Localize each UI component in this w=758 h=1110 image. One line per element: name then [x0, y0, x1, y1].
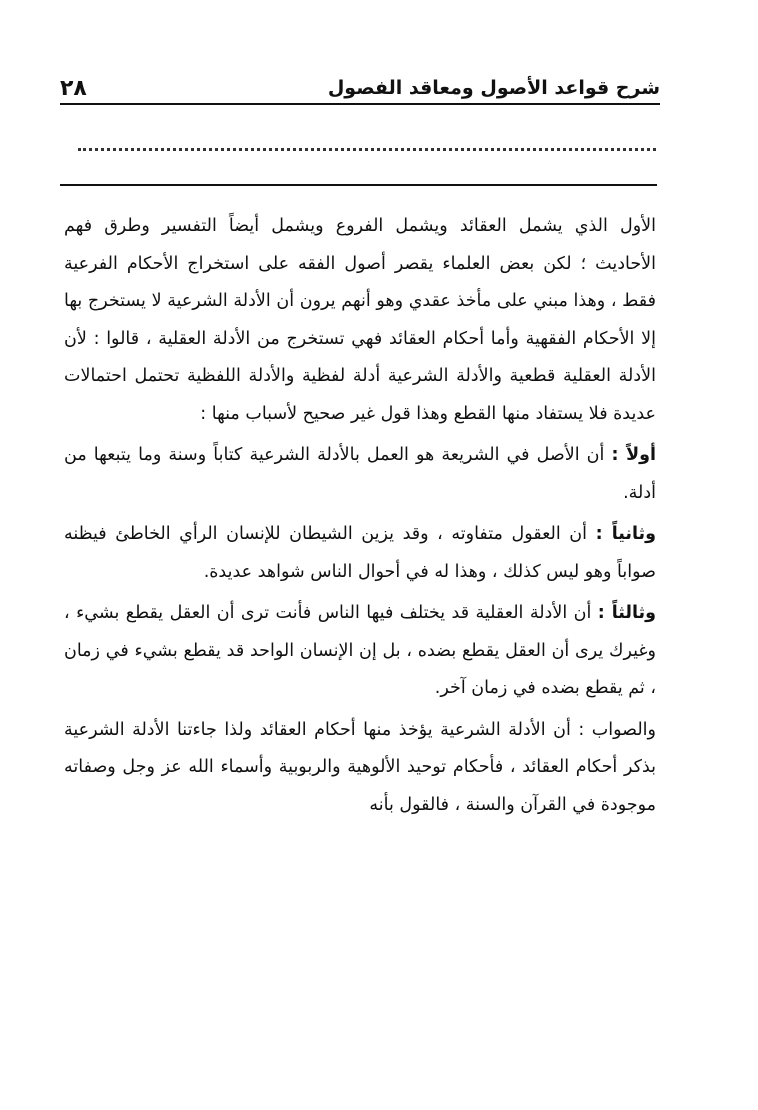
- body-text: [64, 208, 656, 828]
- page-number: ٢٨: [60, 75, 87, 101]
- header-rule: [60, 103, 660, 105]
- paragraph-lead: وثانياً :: [595, 524, 656, 544]
- dotted-separator: [78, 148, 656, 151]
- paragraph-text: أن العقول متفاوته ، وقد يزين الشيطان للإنسان الرأي الخاطئ فيظنه صواباً وهو ليس كذلك ، وهذا له في أحوال الناس شواهد عديدة.: [64, 524, 656, 582]
- paragraph-text: الأول الذي يشمل العقائد ويشمل الفروع ويشمل أيضاً التفسير وطرق فهم الأحاديث ؛ لكن بعض العلماء يقصر أصول الفقه على استخراج الأحكام الفرعية فقط ، وهذا مبني على مأخذ عقدي وهو أنهم يرون أن الأدلة الشرعية لا يستخرج بها إلا الأحكام الفقهية وأما أحكام العقائد فهي تستخرج من الأدلة العقلية ، قالوا : لأن الأدلة العقلية قطعية والأدلة الشرعية أدلة لفظية والأدلة اللفظية تحتمل احتمالات عديدة فلا يستفاد منها القطع وهذا قول غير صحيح لأسباب منها :: [64, 216, 656, 424]
- paragraph-5: [64, 712, 656, 825]
- paragraph-3: [64, 516, 656, 591]
- paragraph-lead: أولاً :: [611, 445, 656, 465]
- paragraph-1: [64, 208, 656, 433]
- section-divider: [60, 184, 657, 186]
- paragraph-text: أن الأصل في الشريعة هو العمل بالأدلة الشرعية كتاباً وسنة وما يتبعها من أدلة.: [64, 445, 656, 503]
- running-title: شرح قواعد الأصول ومعاقد الفصول: [327, 77, 660, 99]
- paragraph-lead: وثالثاً :: [597, 603, 657, 623]
- paragraph-4: [64, 595, 656, 708]
- page-header: [60, 70, 660, 106]
- paragraph-2: [64, 437, 656, 512]
- paragraph-text: والصواب : أن الأدلة الشرعية يؤخذ منها أحكام العقائد ولذا جاءتنا الأدلة الشرعية بذكر أحكام العقائد ، فأحكام توحيد الألوهية والربوبية وأسماء الله عز وجل وصفاته موجودة في القرآن والسنة ، فالقول بأنه: [64, 719, 656, 815]
- paragraph-text: أن الأدلة العقلية قد يختلف فيها الناس فأنت ترى أن العقل يقطع بشيء ، وغيرك يرى أن العقل يقطع بضده ، بل إن الإنسان الواحد قد يقطع بشيء في زمان ، ثم يقطع بضده في زمان آخر.: [64, 603, 656, 698]
